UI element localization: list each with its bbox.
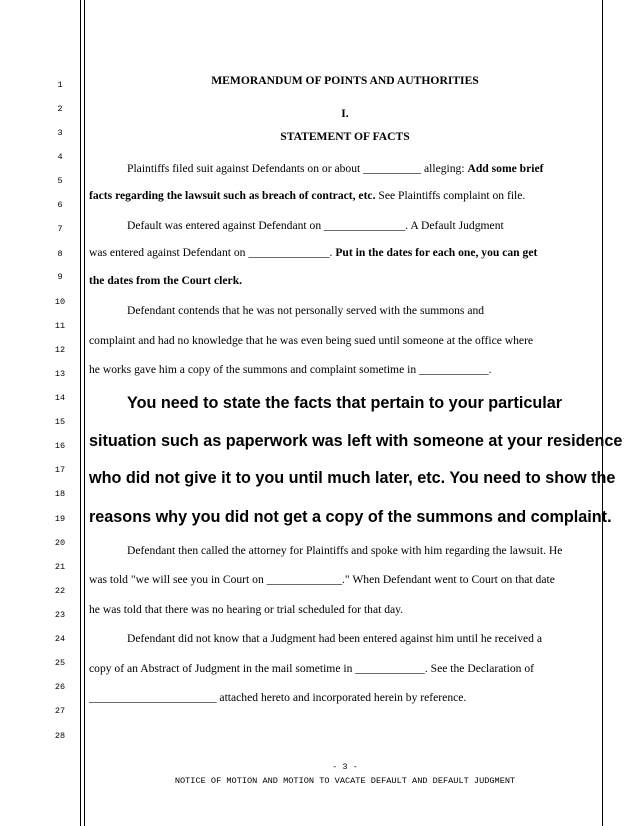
section-heading: STATEMENT OF FACTS (280, 130, 410, 143)
line-number: 8 (57, 249, 63, 259)
paragraph-line: Defendant contends that he was not personally served with the summons and (127, 304, 485, 317)
line-number: 1 (57, 80, 63, 90)
paragraph-line: Default was entered against Defendant on ______________. A Default Judgment (127, 219, 504, 232)
emphasis-line: reasons why you did not get a copy of the summons and complaint. (89, 508, 612, 526)
line-number: 11 (54, 321, 66, 331)
paragraph-line: copy of an Abstract of Judgment in the mail sometime in ____________. See the Declaration of (89, 662, 534, 675)
line-number: 5 (57, 176, 63, 186)
memorandum-title: MEMORANDUM OF POINTS AND AUTHORITIES (211, 74, 479, 87)
paragraph-line: he was told that there was no hearing or trial scheduled for that day. (89, 603, 404, 616)
paragraph-line: complaint and had no knowledge that he was even being sued until someone at the office where (89, 334, 534, 347)
page-number: - 3 - (332, 762, 358, 772)
line-number: 26 (54, 682, 66, 692)
line-number: 25 (54, 658, 66, 668)
line-number: 7 (57, 224, 63, 234)
line-number: 23 (54, 610, 66, 620)
emphasis-line: who did not give it to you until much later, etc. You need to show the (89, 469, 616, 487)
line-number: 6 (57, 200, 63, 210)
paragraph-line: he works gave him a copy of the summons and complaint sometime in ____________. (89, 363, 492, 376)
line-number: 17 (54, 465, 66, 475)
line-number: 13 (54, 369, 66, 379)
text-run: was entered against Defendant on ______________. (89, 246, 336, 259)
line-number: 14 (54, 393, 66, 403)
text-run: See Plaintiffs complaint on file. (375, 189, 526, 202)
line-number: 27 (54, 706, 66, 716)
paragraph-line (89, 189, 525, 202)
paragraph-line: the dates from the Court clerk. (89, 274, 243, 287)
footer-title: NOTICE OF MOTION AND MOTION TO VACATE DEFAULT AND DEFAULT JUDGMENT (174, 776, 516, 786)
line-number: 28 (54, 731, 66, 741)
right-margin-rule (602, 0, 603, 826)
paragraph-line (89, 246, 537, 259)
line-number: 2 (57, 104, 63, 114)
paragraph-line: Defendant did not know that a Judgment had been entered against him until he received a (127, 632, 542, 645)
text-run-bold: Put in the dates for each one, you can get (335, 246, 538, 259)
text-run: Plaintiffs filed suit against Defendants on or about __________ alleging: (127, 162, 468, 175)
text-run-bold: facts regarding the lawsuit such as breach of contract, etc. (89, 189, 376, 202)
line-number: 18 (54, 489, 66, 499)
paragraph-line: Defendant then called the attorney for Plaintiffs and spoke with him regarding the lawsuit. He (127, 544, 563, 557)
line-number: 16 (54, 441, 66, 451)
paragraph-line: was told "we will see you in Court on _____________." When Defendant went to Court on that date (89, 573, 555, 586)
line-number: 19 (54, 514, 66, 524)
section-number: I. (341, 107, 349, 120)
left-margin-rule (80, 0, 81, 826)
paragraph-line (127, 162, 543, 175)
line-number: 21 (54, 562, 66, 572)
paragraph-line: ______________________ attached hereto and incorporated herein by reference. (89, 691, 467, 704)
line-number: 10 (54, 297, 66, 307)
left-margin-rule-inner (84, 0, 85, 826)
line-number: 22 (54, 586, 66, 596)
line-number: 4 (57, 152, 63, 162)
emphasis-line: You need to state the facts that pertain to your particular (127, 394, 563, 412)
line-number: 15 (54, 417, 66, 427)
line-number: 3 (57, 128, 63, 138)
text-run-bold: Add some brief (467, 162, 544, 175)
line-number: 24 (54, 634, 66, 644)
emphasis-line: situation such as paperwork was left with someone at your residence (89, 432, 623, 450)
line-number: 12 (54, 345, 66, 355)
line-number: 9 (57, 272, 63, 282)
line-number: 20 (54, 538, 66, 548)
